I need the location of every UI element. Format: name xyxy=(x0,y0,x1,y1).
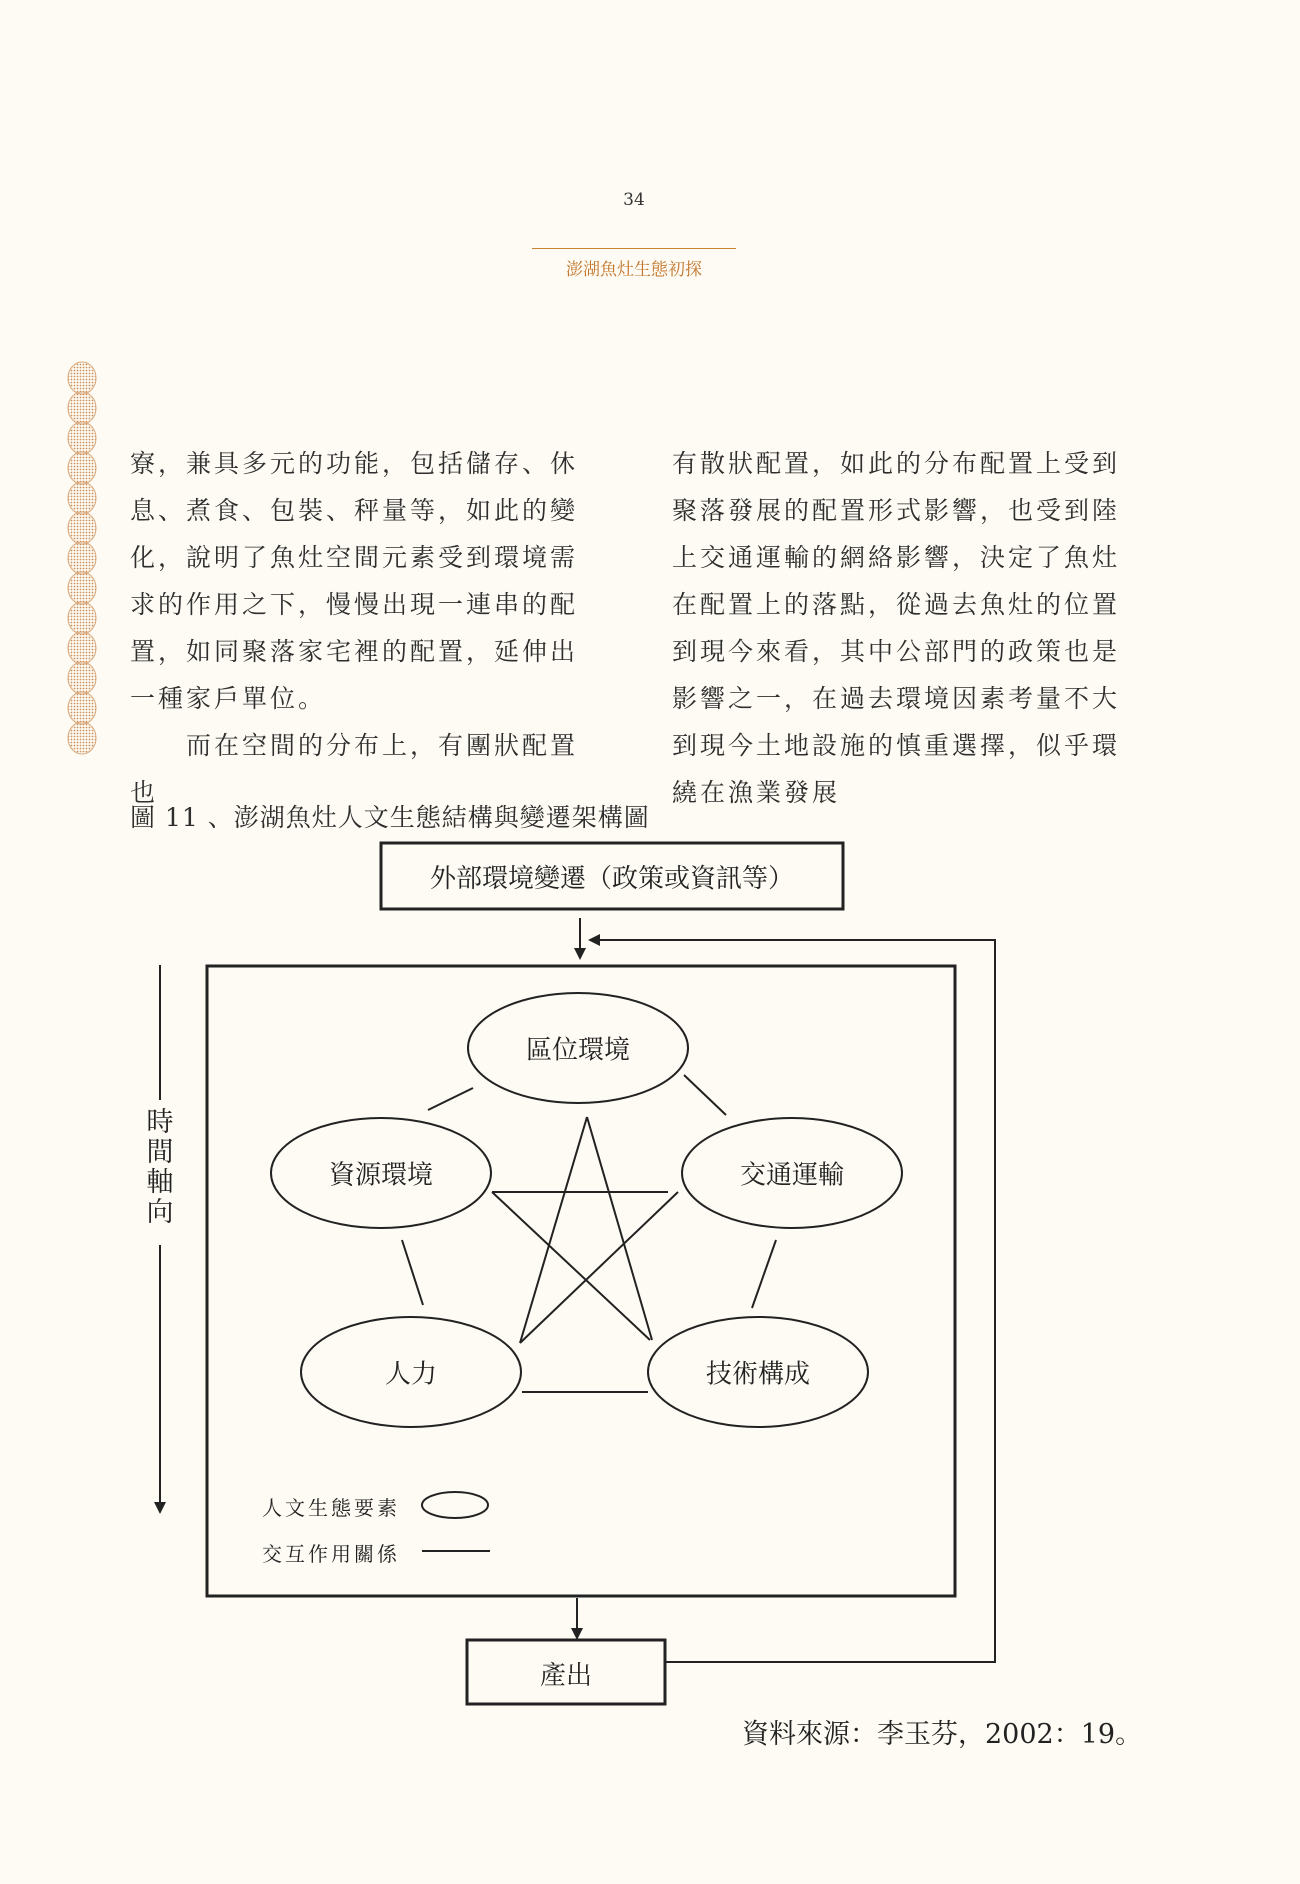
legend-element-label: 人文生態要素 xyxy=(262,1496,400,1520)
output-box-label: 產出 xyxy=(539,1661,592,1691)
star-line-1 xyxy=(520,1117,587,1343)
left-paragraph-1: 寮，兼具多元的功能，包括儲存、休息、煮食、包裝、秤量等，如此的變化，說明了魚灶空間元素受到環境需求的作用之下，慢慢出現一連串的配置，如同聚落家宅裡的配置，延伸出一種家戶單位。 xyxy=(130,449,579,713)
star-line-4 xyxy=(492,1192,650,1340)
link-transport-technology xyxy=(752,1240,776,1308)
link-location-resources xyxy=(428,1088,473,1110)
legend-ellipse-icon xyxy=(422,1492,488,1518)
star-line-2 xyxy=(587,1117,652,1340)
figure-caption: 圖 11 、澎湖魚灶人文生態結構與變遷架構圖 xyxy=(130,803,650,832)
running-title: 澎湖魚灶生態初探 xyxy=(532,248,736,280)
legend-interaction-label: 交互作用關係 xyxy=(262,1542,400,1566)
external-box-label: 外部環境變遷（政策或資訊等） xyxy=(429,864,794,894)
feedback-loop xyxy=(590,940,995,1662)
link-location-transport xyxy=(684,1075,726,1115)
node-transport-label: 交通運輸 xyxy=(739,1160,845,1191)
node-location-label: 區位環境 xyxy=(525,1035,631,1066)
source-note: 資料來源：李玉芬，2002：19。 xyxy=(742,1719,1143,1750)
node-resources-label: 資源環境 xyxy=(328,1160,434,1191)
node-technology-label: 技術構成 xyxy=(705,1359,811,1390)
right-paragraph-1: 有散狀配置，如此的分布配置上受到聚落發展的配置形式影響，也受到陸上交通運輸的網絡影響，決定了魚灶在配置上的落點，從過去魚灶的位置到現今來看，其中公部門的政策也是影響之一，在過去環境因素考量不大到現今土地設施的慎重選擇，似乎環繞在漁業發展 xyxy=(672,449,1121,807)
left-paragraph-2: 而在空間的分布上，有團狀配置也 xyxy=(130,731,579,807)
page-number: 34 xyxy=(623,190,645,210)
node-human-label: 人力 xyxy=(384,1359,438,1390)
link-resources-human xyxy=(402,1240,423,1305)
star-line-5 xyxy=(520,1192,678,1343)
time-axis-label: 時間軸向 xyxy=(146,1107,174,1228)
